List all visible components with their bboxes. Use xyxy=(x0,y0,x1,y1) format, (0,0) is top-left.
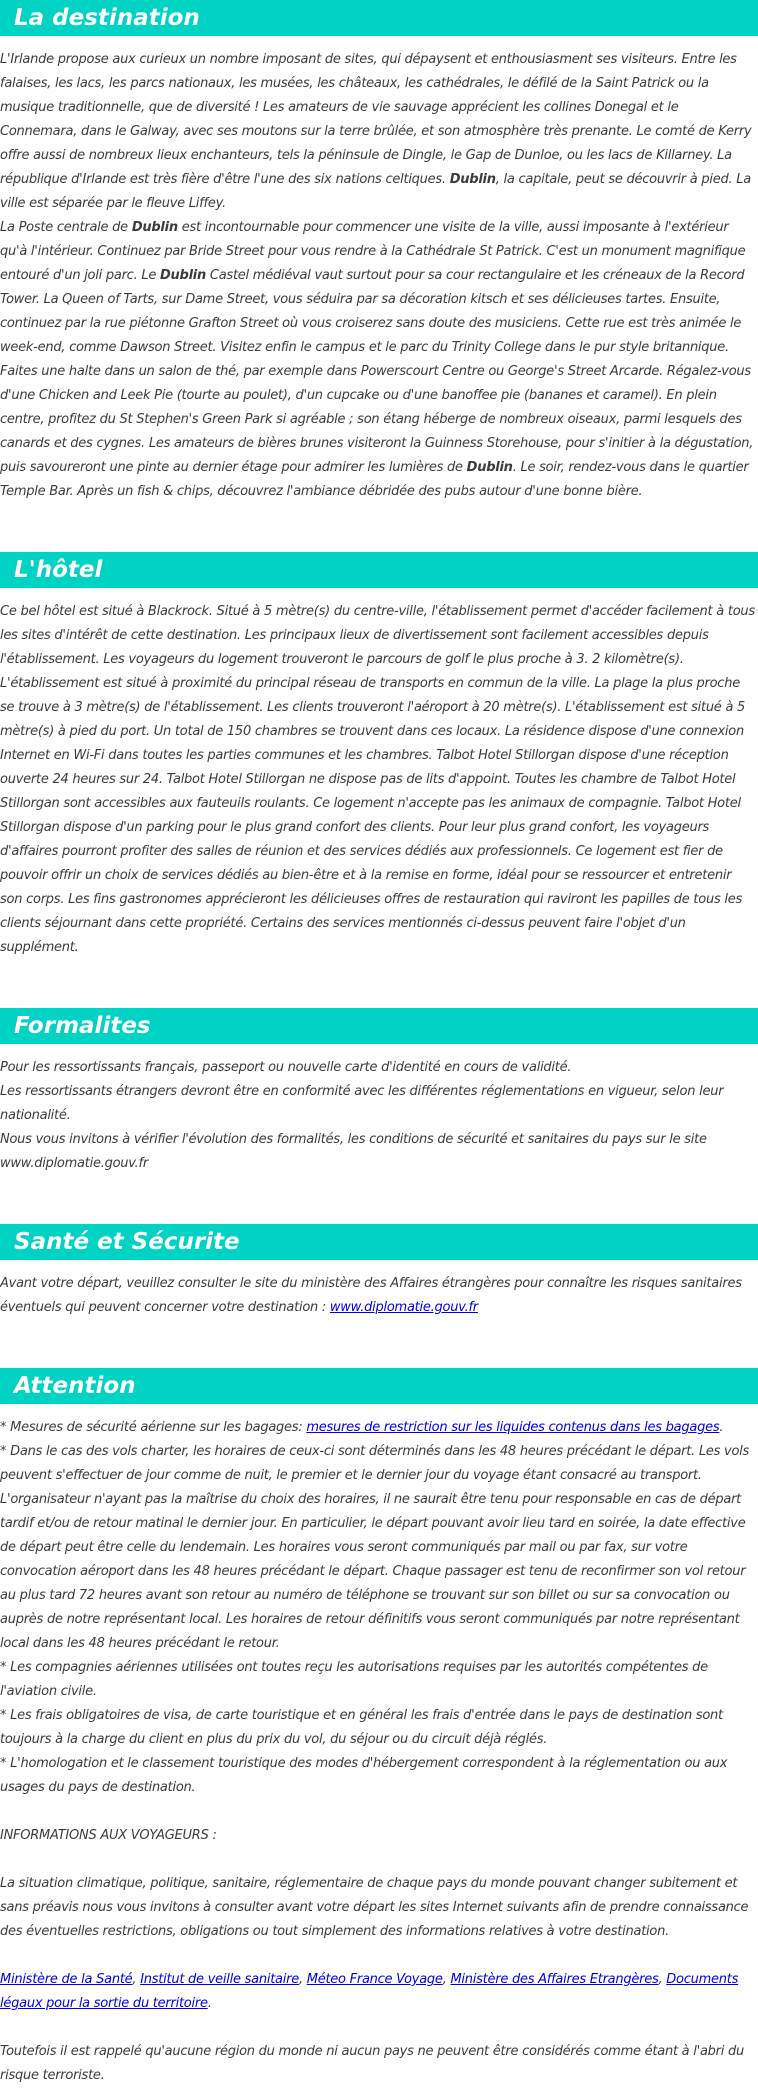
info-links: Ministère de la Santé, Institut de veille sanitaire, Méteo France Voyage, Ministère des Affaires Etrangères, Documents légaux pour la sortie du territoire. xyxy=(0,1972,739,2011)
spacer xyxy=(0,1800,756,1824)
section-heading-destination: La destination xyxy=(0,0,758,36)
link-institut-veille-sanitaire[interactable]: Institut de veille sanitaire xyxy=(140,1972,299,1987)
attention-bullet: * Mesures de sécurité aérienne sur les bagages: mesures de restriction sur les liquides contenus dans les bagages. xyxy=(0,1420,724,1435)
formalites-line: Pour les ressortissants français, passeport ou nouvelle carte d'identité en cours de validité. xyxy=(0,1060,572,1075)
attention-bullet: * Dans le cas des vols charter, les horaires de ceux-ci sont déterminés dans les 48 heures précédant le départ. Les vols peuvent s'effectuer de jour comme de nuit, le premier et le dernier jour du voyage étant consacré au transport. L'organisateur n'ayant pas la maîtrise du choix des horaires, il ne saurait être tenu pour responsable en cas de départ tardif et/ou de retour matinal le dernier jour. En particulier, le départ pouvant avoir lieu tard en soirée, la date effective de départ peut être celle du lendemain. Les horaires vous seront communiqués par mail ou par fax, sur votre convocation aéroport dans les 48 heures précédant le départ. Chaque passager est tenu de reconfirmer son vol retour au plus tard 72 heures avant son retour au numéro de téléphone se trouvant sur son billet ou sur sa convocation ou auprès de notre représentant local. Les horaires de retour définitifs vous seront communiqués par notre représentant local dans les 48 heures précédant le retour. xyxy=(0,1444,750,1651)
hotel-description: Ce bel hôtel est situé à Blackrock. Situé à 5 mètre(s) du centre-ville, l'établissement permet d'accéder facilement à tous les sites d'intérêt de cette destination. Les principaux lieux de divertissement sont facilement accessibles depuis l'établissement. Les voyageurs du logement trouveront le parcours de golf le plus proche à 3. 2 kilomètre(s). L'établissement est situé à proximité du principal réseau de transports en commun de la ville. La plage la plus proche se trouve à 3 mètre(s) de l'établissement. Les clients trouveront l'aéroport à 20 mètre(s). L'établissement est situé à 5 mètre(s) à pied du port. Un total de 150 chambres se trouvent dans ces locaux. La résidence dispose d'une connexion Internet en Wi-Fi dans toutes les parties communes et les chambres. Talbot Hotel Stillorgan dispose d'une réception ouverte 24 heures sur 24. Talbot Hotel Stillorgan ne dispose pas de lits d'appoint. Toutes les chambre de Talbot Hotel Stillorgan sont accessibles aux fauteuils roulants. Ce logement n'accepte pas les animaux de compagnie. Talbot Hotel Stillorgan dispose d'un parking pour le plus grand confort des clients. Pour leur plus grand confort, les voyageurs d'affaires pourront profiter des salles de réunion et des services dédiés aux professionnels. Ce logement est fier de pouvoir offrir un choix de services dédiés au bien-être et à la remise en forme, idéal pour se ressourcer et entretenir son corps. Les fins gastronomes apprécieront les délicieuses offres de restauration qui raviront les papilles de tous les clients séjournant dans cette propriété. Certains des services mentionnés ci-dessus peuvent faire l'objet d'un supplément. xyxy=(0,604,755,955)
destination-paragraph-2: La Poste centrale de Dublin est incontournable pour commencer une visite de la ville, aussi imposante à l'extérieur qu'à l'intérieur. Continuez par Bride Street pour vous rendre à la Cathédrale St Patrick. C'est un monument magnifique entouré d'un joli parc. Le Dublin Castel médiéval vaut surtout pour sa cour rectangulaire et les créneaux de la Record Tower. La Queen of Tarts, sur Dame Street, vous séduira par sa décoration kitsch et ses délicieuses tartes. Ensuite, continuez par la rue piétonne Grafton Street où vous croiserez sans doute des musiciens. Cette rue est très animée le week-end, comme Dawson Street. Visitez enfin le campus et le parc du Trinity College dans le pur style britannique. Faites une halte dans un salon de thé, par exemple dans Powerscourt Centre ou George's Street Arcarde. Régalez-vous d'une Chicken and Leek Pie (tourte au poulet), d'un cupcake ou d'une banoffee pie (bananes et caramel). En plein centre, profitez du St Stephen's Green Park si agréable ; son étang héberge de nombreux oiseaux, parmi lesquels des canards et des cygnes. Les amateurs de bières brunes visiteront la Guinness Storehouse, pour s'initier à la dégustation, puis savoureront une pinte au dernier étage pour admirer les lumières de Dublin. Le soir, rendez-vous dans le quartier Temple Bar. Après un fish & chips, découvrez l'ambiance débridée des pubs autour d'une bonne bière. xyxy=(0,220,754,499)
sante-body xyxy=(0,1272,758,1320)
section-heading-attention: Attention xyxy=(0,1368,758,1404)
city-name: Dublin xyxy=(159,268,206,283)
terrorism-notice: Toutefois il est rappelé qu'aucune région du monde ni aucun pays ne peuvent être considérés comme étant à l'abri du risque terroriste. xyxy=(0,2044,745,2083)
sante-paragraph: Avant votre départ, veuillez consulter le site du ministère des Affaires étrangères pour connaître les risques sanitaires éventuels qui peuvent concerner votre destination : www.diplomatie.gouv.fr xyxy=(0,1276,742,1315)
info-title: INFORMATIONS AUX VOYAGEURS : xyxy=(0,1828,217,1843)
liquids-restriction-link[interactable]: mesures de restriction sur les liquides contenus dans les bagages xyxy=(306,1420,720,1435)
info-text: La situation climatique, politique, sanitaire, réglementaire de chaque pays du monde pouvant changer subitement et sans préavis nous vous invitons à consulter avant votre départ les sites Internet suivants afin de prendre connaissance des éventuelles restrictions, obligations ou tout simplement des informations relatives à votre destination. xyxy=(0,1876,749,1939)
attention-body xyxy=(0,1416,758,2088)
destination-paragraph-1: L'Irlande propose aux curieux un nombre imposant de sites, qui dépaysent et enthousiasment ses visiteurs. Entre les falaises, les lacs, les parcs nationaux, les musées, les châteaux, les cathédrales, le défilé de la Saint Patrick ou la musique traditionnelle, que de diversité ! Les amateurs de vie sauvage apprécient les collines Donegal et le Connemara, dans le Galway, avec ses moutons sur la terre brûlée, et son atmosphère très prenante. Le comté de Kerry offre aussi de nombreux lieux enchanteurs, tels la péninsule de Dingle, le Gap de Dunloe, ou les lacs de Killarney. La république d'Irlande est très fière d'être l'une des six nations celtiques. Dublin, la capitale, peut se découvrir à pied. La ville est séparée par le fleuve Liffey. xyxy=(0,52,752,211)
spacer xyxy=(0,1848,756,1872)
link-meteo-france-voyage[interactable]: Méteo France Voyage xyxy=(306,1972,443,1987)
section-heading-sante: Santé et Sécurite xyxy=(0,1224,758,1260)
link-ministere-affaires-etrangeres[interactable]: Ministère des Affaires Etrangères xyxy=(450,1972,659,1987)
section-heading-hotel: L'hôtel xyxy=(0,552,758,588)
formalites-line: Nous vous invitons à vérifier l'évolution des formalités, les conditions de sécurité et sanitaires du pays sur le site www.diplomatie.gouv.fr xyxy=(0,1132,707,1171)
attention-bullet: * Les frais obligatoires de visa, de carte touristique et en général les frais d'entrée dans le pays de destination sont toujours à la charge du client en plus du prix du vol, du séjour ou du circuit déjà réglés. xyxy=(0,1708,723,1747)
destination-body xyxy=(0,48,758,504)
hotel-body xyxy=(0,600,758,960)
link-ministere-sante[interactable]: Ministère de la Santé xyxy=(0,1972,133,1987)
city-name: Dublin xyxy=(131,220,178,235)
link-documents-legaux[interactable]: Documents légaux pour la sortie du territoire xyxy=(0,1972,739,2011)
formalites-body xyxy=(0,1056,758,1176)
city-name: Dublin xyxy=(449,172,496,187)
spacer xyxy=(0,1944,756,1968)
attention-bullet: * L'homologation et le classement touristique des modes d'hébergement correspondent à la réglementation ou aux usages du pays de destination. xyxy=(0,1756,728,1795)
formalites-line: Les ressortissants étrangers devront être en conformité avec les différentes réglementations en vigueur, selon leur nationalité. xyxy=(0,1084,724,1123)
city-name: Dublin xyxy=(466,460,513,475)
spacer xyxy=(0,2016,756,2040)
section-heading-formalites: Formalites xyxy=(0,1008,758,1044)
attention-bullet: * Les compagnies aériennes utilisées ont toutes reçu les autorisations requises par les autorités compétentes de l'aviation civile. xyxy=(0,1660,708,1699)
diplomatie-link[interactable]: www.diplomatie.gouv.fr xyxy=(329,1300,478,1315)
